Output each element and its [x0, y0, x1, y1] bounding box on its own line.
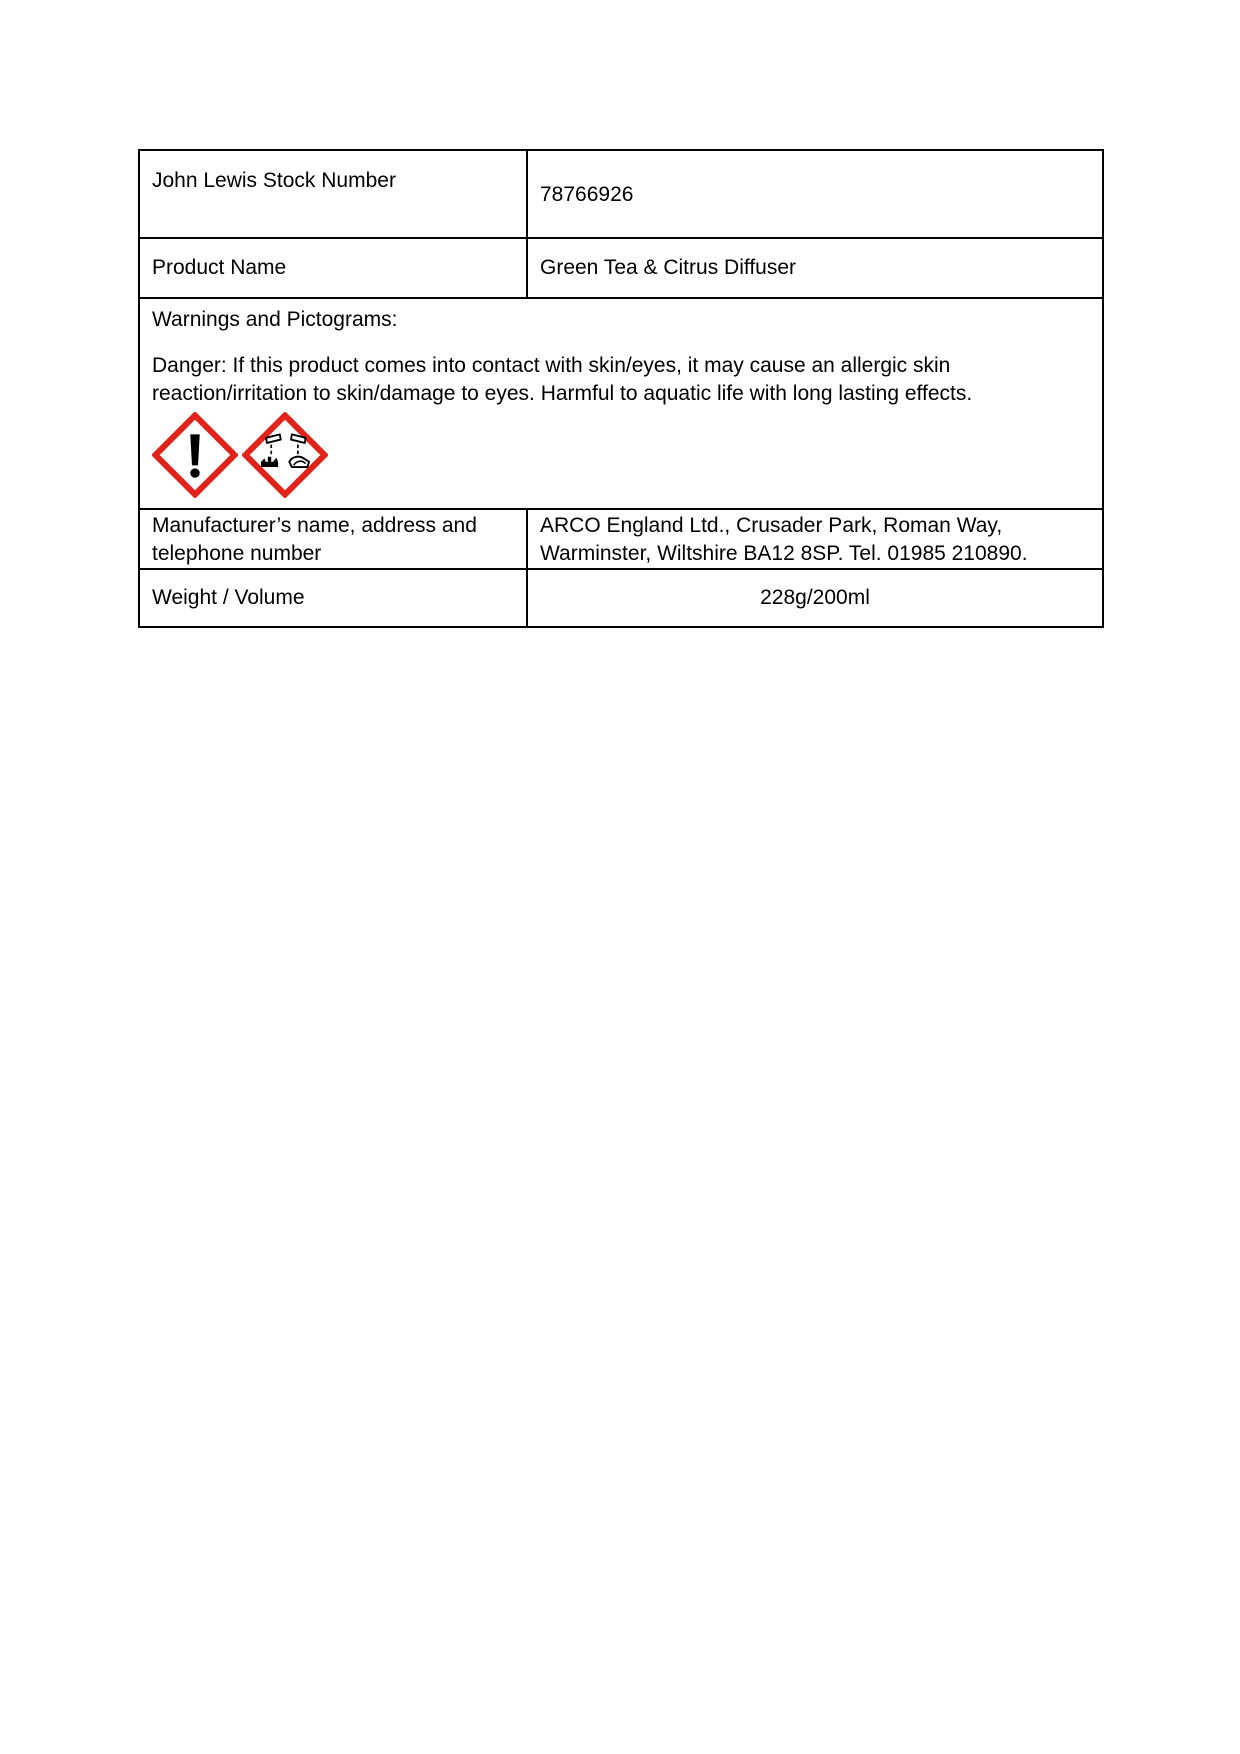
warnings-cell: [139, 298, 1103, 509]
manufacturer-row: [139, 509, 1103, 569]
product-name-value: Green Tea & Citrus Diffuser: [527, 238, 1103, 298]
hazard-pictograms: [152, 412, 1090, 498]
stock-number-label: John Lewis Stock Number: [139, 150, 527, 238]
warnings-text: Danger: If this product comes into contact with skin/eyes, it may cause an allergic skin reaction/irritation to skin/damage to eyes. Harmful to aquatic life with long lasting effects.: [152, 354, 973, 405]
manufacturer-label: Manufacturer’s name, address and telephone number: [139, 509, 527, 569]
product-name-label: Product Name: [139, 238, 527, 298]
weight-label: Weight / Volume: [139, 569, 527, 627]
stock-number-value: 78766926: [527, 150, 1103, 238]
corrosion-hazard-icon: [242, 412, 328, 498]
warnings-row: [139, 298, 1103, 509]
warnings-label: Warnings and Pictograms:: [152, 308, 398, 331]
weight-row: [139, 569, 1103, 627]
weight-value: 228g/200ml: [527, 569, 1103, 627]
stock-number-row: [139, 150, 1103, 238]
product-info-table: [138, 149, 1104, 628]
product-name-row: [139, 238, 1103, 298]
exclamation-mark-hazard-icon: [152, 412, 238, 498]
manufacturer-value: ARCO England Ltd., Crusader Park, Roman Way, Warminster, Wiltshire BA12 8SP. Tel. 01985 210890.: [527, 509, 1103, 569]
